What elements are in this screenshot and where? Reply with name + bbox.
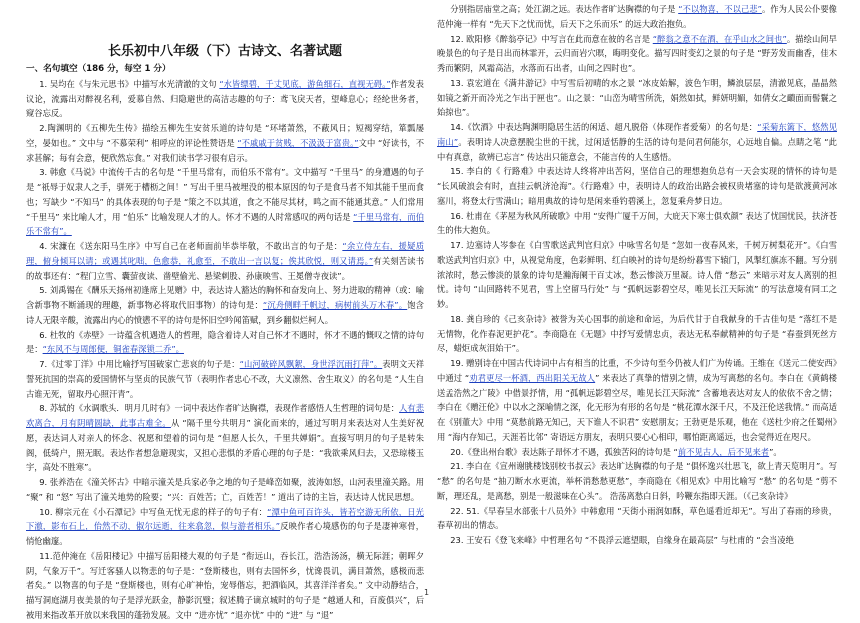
answer-text: 劝君更尽一杯酒，西出阳关无故人 (469, 372, 596, 383)
question-text: 1. 吴均在《与朱元思书》中描写水光清澈的文句 (39, 78, 220, 89)
question-item (26, 239, 424, 283)
question-text: 20.《登出州台歌》表达陈子昂怀才不遇，孤独苦闷的诗句是 “ (450, 446, 678, 457)
question-text: 16. 杜甫在《茅屋为秋风所破歌》中用 “安得广厦千万间，大庇天下寒士俱欢颜” 表达了忧国忧民，扶济苍生的伟大抱负。 (437, 210, 837, 236)
answer-text: “东风不与周郎便，铜雀春深锁二乔”。 (42, 344, 184, 355)
question-text: 2.陶渊明的《五柳先生传》描绘五柳先生安贫乐道的诗句是 “环堵萧然，不蔽风日；短褐穿结，箪瓢屡空，晏如也。” 文中与 “不慕荣利” 相呼应的评论性赞语是 (26, 123, 424, 148)
question-item (437, 533, 837, 548)
question-rest-text: 表明文天祥誓死抗国的崇高的爱国情怀与坚贞的民族气节（表明作者忠心不改，大义凛然、舍生取义）的名句是 “人生自古谁无死，留取丹心照汗青”。 (26, 359, 424, 399)
question-item (437, 459, 837, 503)
question-item (437, 312, 837, 356)
question-rest-text: 。表明诗人决意摆脱尘世的干扰，过闲适恬静的生活的诗句是问君何能尔，心远地自偏。点睛之笔 “此中有真意，欲辨已忘言” 传达出只能意会，不能言传的人生感悟。 (437, 136, 837, 162)
answer-text: “采菊东篱下，悠然见南山” (437, 122, 837, 147)
question-rest-text: 文中 “好读书，不求甚解；每有会意，便欣然忘食。” 对我们读书学习很有启示。 (26, 137, 425, 163)
question-text: 13. 袁宏道在《满井游记》中写雪后初晴的水之景 “冰皮始解，波色乍明，鳞浪层层，清澈见底，晶晶然如镜之新开而冷光之乍出于匣也”。山之景：“山峦为晴雪所洗，娟然如拭，鲜妍明媚，如倩女之靧面而髻鬟之始掠也”。 (437, 77, 837, 118)
page-title: 长乐初中八年级（下）古诗文、名著试题 (107, 44, 342, 59)
left-column (26, 2, 424, 623)
answer-text: “醉翁之意不在酒，在乎山水之间也” (652, 33, 787, 44)
left-question-list (26, 77, 424, 623)
question-text: 4. 宋濂在《送东阳马生序》中写自己在老师面前毕恭毕敬，不敢出言的句子是： (39, 241, 343, 251)
question-text: 21. 李白在《宣州谢朓楼饯别校书叔云》表达旷达胸襟的句子是 “俱怀逸兴壮思飞，欲上青天览明月”。写 “愁” 的名句是 “抽刀断水水更流，举杯消愁愁更愁”，李商隐在《相见欢》中用比喻写 “愁” 的名句是 “剪不断，理还乱，是离愁，别是一般滋味在心头”。 浩荡离愁白日斜，吟鞭东指即天涯。（《己亥杂诗》 (437, 461, 837, 501)
question-item (437, 238, 837, 312)
question-rest-text: 反映作者心境感伤的句子是凄神寒骨，悄怆幽邃。 (26, 521, 424, 546)
question-item (437, 209, 837, 239)
question-text: 10. 柳宗元在《小石潭记》中写鱼无忧无虑的样子的句子有： (39, 506, 268, 517)
question-item (26, 401, 424, 475)
question-item (437, 32, 837, 76)
question-text: 23. 王安石《登飞来峰》中哲理名句 “不畏浮云遮望眼，自缘身在最高层” 与杜甫的 “会当凌绝 (450, 535, 794, 545)
question-item (26, 505, 424, 549)
question-rest-text: 。描绘山间早晚景色的句子是日出而林霏开，云归而岩穴暝，晦明变化。描写四时变幻之景的句子是 “野芳发而幽香，佳木秀而繁阴，风霜高洁，水落而石出者，山间之四时也”。 (437, 33, 837, 73)
answer-text: 前不见古人，后不见来者 (677, 446, 770, 457)
question-text: 分别指居庙堂之高；处江湖之远。表达作者旷达胸襟的句子是 (450, 4, 679, 14)
question-item (26, 283, 424, 327)
question-item (437, 504, 837, 534)
question-text: 9. 张养浩在《潼关怀古》中暗示潼关是兵家必争之地的句子是峰峦如聚，波涛如怒，山河表里潼关路。用 “聚” 和 “怒” 写出了潼关地势的险要；“兴：百姓苦；亡，百姓苦！” 道出了诗的主旨，表达诗人忧民思想。 (26, 477, 424, 502)
question-text: 11.范仲淹在《岳阳楼记》中描写岳阳楼大观的句子是 “衔远山，吞长江，浩浩汤汤，横无际涯；朝晖夕阴，气象万千”。写迁客骚人以物悲的句子是：“登斯楼也，则有去国怀乡，忧谗畏讥，满目萧然，感极而悲者矣。” 以物喜的句子是 “登斯楼也，则有心旷神怡，宠辱偕忘，把酒临风，其喜洋洋者矣。” 文中动静结合，描写洞庭湖月夜美景的句子是浮光跃金，静影沉璧；叙述腾子谪京城时的句子是 “越通人和，百废俱兴”，后被用来指改革开放以来我国的蓬勃发展。文中 “进亦忧” “退亦忧” 中的 “进” 与 “退” (26, 550, 424, 620)
question-text: 15. 李白的《 行路难》中表达诗人终将冲出苦闷，坚信自己的理想抱负总有一天会实现的情怀的诗句是 “长风破浪会有时，直挂云帆济沧海”。《行路难》中，表明诗人的政治出路会被权贵堵塞的诗句是欲渡黄河冰塞川，将登太行雪满山；暗用典故的诗句是闲来垂钓碧溪上，忽复乘舟梦日边。 (437, 166, 837, 206)
page-number: 1 (424, 588, 430, 597)
answer-text: “不以物喜，不以己悲” (678, 4, 762, 14)
question-rest-text: 饱含诗人无限辛酸，流露出内心的愤懑不平的诗句是怀旧空吟闻笛赋，到乡翻似烂柯人。 (26, 300, 424, 325)
question-item (26, 328, 424, 358)
question-rest-text: 有关刻苦读书的故事还有：“程门立雪、囊萤夜读、凿壁偷光、悬梁刺股、孙康映雪、王冕僧寺夜读”。 (26, 255, 424, 281)
answer-text: “千里马常有，而伯乐不常有”。 (26, 211, 424, 237)
question-rest-text: 从 “隔千里兮共明月” 演化而来的，通过写明月来表达对人生美好祝愿，表达词人对亲人的怀念、祝愿和望着的词句是 “但愿人长久，千里共婵娟”。直接写明月的句子是转朱阁，低绮户，照无眠。表达作者想急避现实，又担心悲惧的矛盾心理的句子是：“我欲乘风归去，又恐琼楼玉宇，高处不胜寒”。 (26, 418, 424, 473)
answer-text: “潭中鱼可百许头，皆若空游无所依，日光下澈，影布石上，佁然不动，俶尔远逝，往来翕忽，似与游者相乐。” (26, 506, 424, 532)
question-item (437, 356, 837, 445)
question-text: 14.《饮酒》中表达陶渊明隐居生活的闲适、超凡脱俗（体现作者爱菊）的名句是： (450, 122, 758, 132)
answer-text: “水皆缥碧，千丈见底，游鱼细石，直视无碍。” (219, 78, 391, 89)
question-rest-text: 。作为人民公仆要像范仲淹一样有 “先天下之忧而忧，后天下之乐而乐” 的远大政治抱负。 (437, 4, 837, 29)
question-item (437, 120, 837, 164)
question-text: 18. 龚自珍的《己亥杂诗》被誉为关心国事的前途和命运，为后代甘于自我献身的千古佳句是 “落红不是无情物，化作春泥更护花”。李商隐在《无题》中抒写爱情忠贞，表达无私奉献精神的句子是 “春蚕到死丝方尽，蜡炬成灰泪始干”。 (437, 313, 837, 354)
question-rest-text: ” 来表达了真挚的惜别之情，成为写离愁的名句。李白在《黄鹤楼送孟浩然之广陵》中借景抒情，用 “孤帆远影碧空尽，唯见长江天际流” 含蓄地表达对友人的依依不舍之情；李白在《赠汪伦》中以水之深喻情之深，化无形为有形的名句是 “桃花潭水深千尺，不及汪伦送我情。” 而高适在《别董大》中用 “莫愁前路无知己，天下谁人不识君” 安慰朋友；王勃更是乐观，他在《送杜少府之任蜀州》用 “海内存知己，天涯若比邻” 寄语远方朋友，表明只要心心相印，哪怕距离遥远，也会觉得近在咫尺。 (437, 372, 837, 442)
section-heading: 一、名句填空（186 分，每空 1 分） (26, 64, 171, 74)
question-item (437, 445, 837, 460)
question-item (26, 549, 424, 623)
question-text: 19. 赠别诗在中国古代诗词中占有相当的比重，不少诗句至今仍被人们广为传诵。王维在《送元二使安西》中通过 “ (437, 358, 837, 383)
question-item (26, 77, 424, 121)
answer-text: “沉舟侧畔千帆过，病树前头万木春”。 (262, 300, 408, 310)
question-text: 12. 欧阳修《醉翁亭记》中写言在此而意在彼的名言是 (450, 33, 653, 44)
question-item (26, 165, 424, 239)
question-text: 7.《过零丁洋》中用比喻抒写国破家亡悲哀的句子是： (39, 359, 240, 369)
answer-text: “不戚戚于贫贱，不汲汲于富贵。” (237, 137, 359, 148)
question-item (26, 475, 424, 505)
answer-text: 人有悲欢离合，月有阴晴圆缺，此事古难全。 (26, 403, 424, 428)
question-rest-text: ”。 (769, 446, 782, 457)
question-text: 17. 边塞诗人岑参在《白雪歌送武判官归京》中咏雪名句是 “忽如一夜春风来，千树万树梨花开”。《白雪歌送武判官归京》中，从视觉角度，色彩鲜明、红白映衬的诗句是纷纷暮雪下辕门，风掣红旗冻不翻。写分别浓浓时，愁云惨淡的景象的诗句是瀚海阑干百丈冰，愁云惨淡万里凝。诗人借 “愁云” 来暗示对友人离别的担忧。诗句 “山回路转不见君，雪上空留马行处” 与 “孤帆远影碧空尽，唯见长江天际流” 的写法意境有同工之妙。 (437, 240, 837, 309)
question-item (26, 357, 424, 401)
right-column (437, 2, 837, 548)
question-item (437, 76, 837, 120)
question-text: 8. 苏轼的《水调歌头．明月几时有》一词中表达作者旷达胸襟，表现作者感悟人生哲理的词句是： (39, 403, 400, 414)
answer-text: “余立侍左右，援疑质理，俯身倾耳以请；或遇其叱咄，色愈恭，礼愈至，不敢出一言以复；俟其欣悦，则又请焉。” (26, 241, 424, 266)
question-rest-text: 作者发表议论，流露出对醉视名利，爱慕自然、归隐避世的高洁志趣的句子：鸢飞戾天者，望峰息心；经纶世务者，窥谷忘反。 (26, 78, 424, 119)
question-item (437, 164, 837, 208)
question-text: 3. 韩愈《马说》中流传千古的名句是 “千里马常有，而伯乐不常有”。文中描写 “千里马” 的身遭遇的句子是 “祇辱于奴隶人之手，骈死于槽枥之间！” 写出千里马被埋没的根本原因的句子是食马者不知其能千里而食也；写缺少 “不知马” 的具体表现的句子是 “策之不以其道，食之不能尽其材，鸣之而不能通其意。” 人们常用 “千里马” 来比喻人才，用 “伯乐” 比喻发现人才的人。怀才不遇的人时常感叹的两句话是 (26, 167, 424, 222)
question-item (26, 121, 424, 165)
right-question-list (437, 2, 837, 548)
question-item (437, 2, 837, 32)
question-text: 22. 51.《早春呈水部张十八员外》中韩愈用 “天街小雨润如酥，草色遥看近却无”。写出了春雨的珍贵，春草初出的情态。 (437, 505, 837, 531)
question-text: 6. 杜牧的《赤壁》一诗蕴含机遇造人的哲理，隐含着诗人对自己怀才不遇时，怀才不遇的慨叹之情的诗句是： (26, 329, 424, 355)
question-text: 5. 刘禹锡在《酬乐天扬州初逢席上见赠》中，表达诗人豁达的胸怀和奋发向上、努力进取的精神（或：喻含新事物不断涌现的理趣，新事物必将取代旧事物）的诗句是： (26, 285, 424, 310)
answer-text: “山河破碎风飘絮，身世浮沉雨打萍”。 (239, 359, 383, 369)
